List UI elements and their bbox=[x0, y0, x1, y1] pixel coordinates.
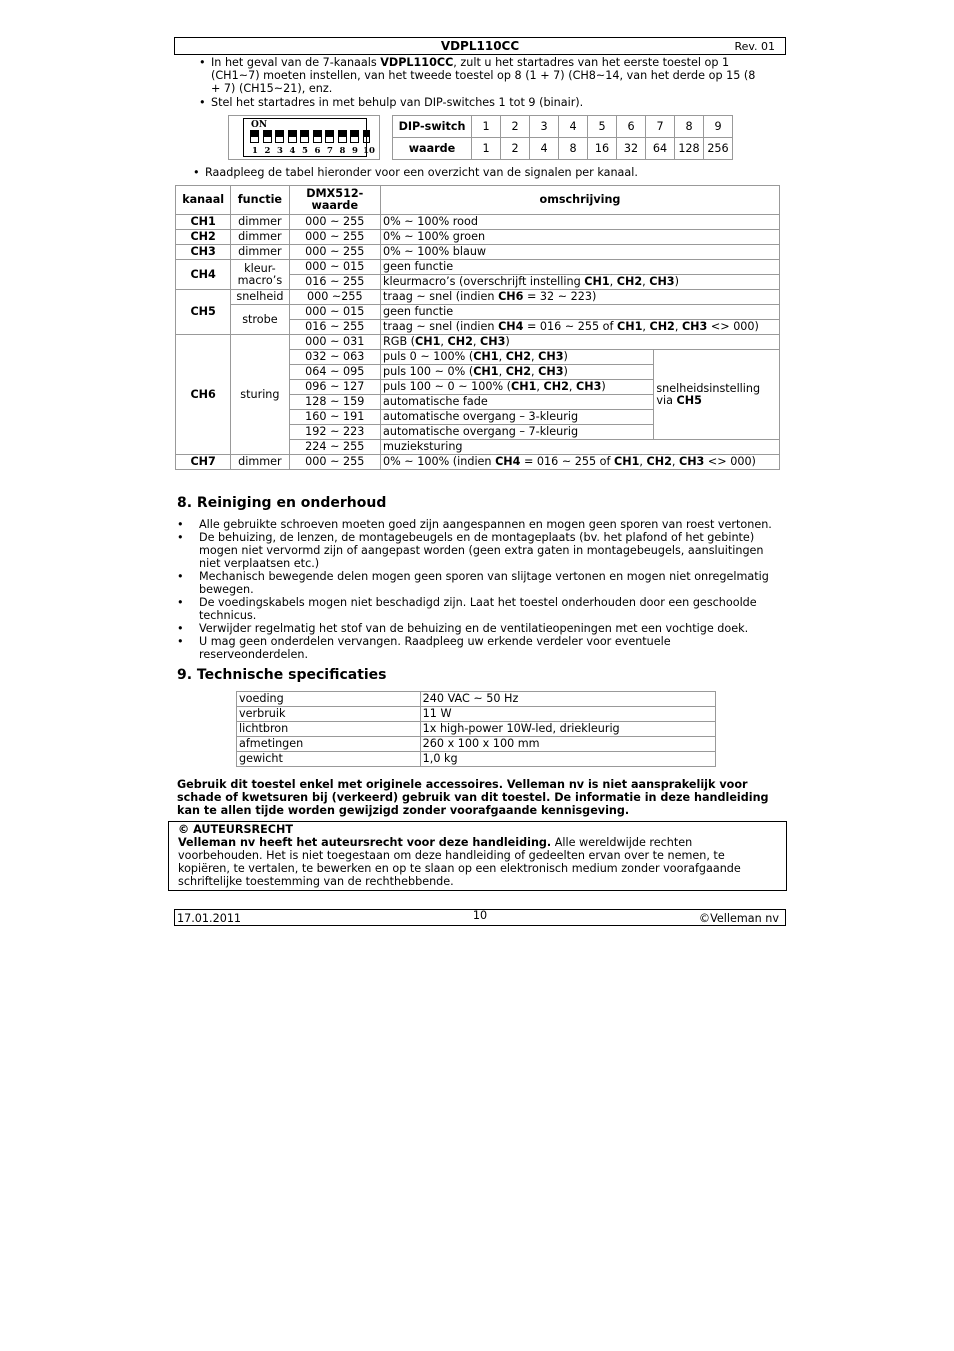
separator: , bbox=[498, 365, 506, 378]
description-cell bbox=[381, 275, 780, 290]
copyright-text: schriftelijke toestemming van de rechthebbende. bbox=[178, 875, 454, 888]
description-cell: 0% ~ 100% rood bbox=[381, 215, 780, 230]
copyright-title: © AUTEURSRECHT bbox=[178, 823, 293, 836]
table-cell: 2 bbox=[501, 138, 530, 160]
description-text: = 016 ~ 255 of bbox=[523, 320, 617, 333]
value-cell: 032 ~ 063 bbox=[289, 350, 380, 365]
channel-ref: CH4 bbox=[495, 455, 521, 468]
separator: , bbox=[536, 380, 544, 393]
spec-value: 11 W bbox=[420, 707, 715, 722]
dip-value-table bbox=[392, 115, 733, 160]
separator: , bbox=[639, 455, 647, 468]
channel-ref: CH2 bbox=[616, 275, 643, 288]
bullet-icon: • bbox=[193, 166, 200, 179]
spec-table bbox=[236, 691, 716, 767]
value-cell: 000 ~255 bbox=[289, 290, 380, 305]
description-cell bbox=[381, 380, 654, 395]
document-title: VDPL110CC bbox=[440, 39, 520, 53]
separator: , bbox=[498, 350, 506, 363]
description-text: <> 000) bbox=[707, 320, 759, 333]
channel-ref: CH3 bbox=[538, 350, 564, 363]
list-item-text: Mechanisch bewegende delen mogen geen sporen van slijtage vertonen en mogen niet onregelmatig bbox=[199, 570, 769, 583]
description-cell bbox=[381, 350, 654, 365]
warning-text: Gebruik dit toestel enkel met originele accessoires. Velleman nv is niet aansprakelijk voor bbox=[177, 778, 748, 791]
switch-icon bbox=[338, 130, 347, 143]
dip-switch-diagram bbox=[228, 115, 380, 160]
value-cell: 000 ~ 255 bbox=[289, 455, 380, 470]
channel-ref: CH2 bbox=[543, 380, 569, 393]
description-cell: muzieksturing bbox=[381, 440, 780, 455]
channel-ref: CH4 bbox=[498, 320, 524, 333]
table-cell: 1 bbox=[472, 116, 501, 138]
section-8-heading: 8. Reiniging en onderhoud bbox=[177, 495, 387, 511]
bullet-text: (CH1~7) moeten instellen, van het tweede toestel op 8 (1 + 7) (CH8~14, van het derde op 15 (8 bbox=[211, 69, 756, 82]
bullet-text: Raadpleeg de tabel hieronder voor een overzicht van de signalen per kanaal. bbox=[205, 166, 638, 179]
description-cell bbox=[381, 455, 780, 470]
table-cell: 8 bbox=[675, 116, 704, 138]
separator: ) bbox=[563, 350, 568, 363]
function-cell: dimmer bbox=[231, 455, 289, 470]
separator: ) bbox=[563, 365, 568, 378]
table-row bbox=[393, 138, 733, 160]
revision-label: Rev. 01 bbox=[734, 40, 775, 53]
table-row bbox=[176, 305, 780, 320]
on-label: ON bbox=[251, 120, 268, 130]
list-item-text: niet verplaatsen etc.) bbox=[199, 557, 320, 570]
column-header-functie: functie bbox=[231, 186, 289, 215]
spec-label: verbruik bbox=[237, 707, 421, 722]
table-header-cell: DIP-switch bbox=[393, 116, 472, 138]
list-item-text: De behuizing, de lenzen, de montagebeugels en de montageplaats (bv. het plafond of het gebinte) bbox=[199, 531, 755, 544]
switch-number: 2 bbox=[264, 146, 271, 156]
spec-value: 1,0 kg bbox=[420, 752, 715, 767]
description-text: puls 0 ~ 100% ( bbox=[383, 350, 474, 363]
description-text: 0% ~ 100% (indien bbox=[383, 455, 496, 468]
copyright-box bbox=[168, 821, 787, 891]
channel-ref: CH2 bbox=[505, 365, 532, 378]
copyright-text: Alle wereldwijde rechten bbox=[551, 836, 693, 849]
column-header-kanaal: kanaal bbox=[176, 186, 231, 215]
function-cell: sturing bbox=[231, 335, 289, 455]
switch-number: 6 bbox=[314, 146, 321, 156]
table-cell: 7 bbox=[646, 116, 675, 138]
speed-note-cell bbox=[654, 350, 780, 440]
separator: ) bbox=[505, 335, 510, 348]
page-number: 10 bbox=[472, 909, 488, 922]
switch-icon bbox=[300, 130, 309, 143]
list-item bbox=[177, 531, 782, 570]
channel-ref: CH6 bbox=[498, 290, 524, 303]
spec-value: 240 VAC ~ 50 Hz bbox=[420, 692, 715, 707]
description-text: puls 100 ~ 0 ~ 100% ( bbox=[383, 380, 512, 393]
table-cell: 1 bbox=[472, 138, 501, 160]
table-cell: 9 bbox=[704, 116, 733, 138]
table-row bbox=[176, 335, 780, 350]
channel-cell: CH4 bbox=[176, 260, 231, 290]
bullet-icon: • bbox=[199, 56, 206, 69]
description-cell bbox=[381, 335, 780, 350]
value-cell: 192 ~ 223 bbox=[289, 425, 380, 440]
channel-cell: CH2 bbox=[176, 230, 231, 245]
separator: , bbox=[674, 320, 682, 333]
channel-ref: CH5 bbox=[676, 393, 702, 407]
switch-number: 9 bbox=[352, 146, 358, 156]
table-cell: 128 bbox=[675, 138, 704, 160]
channel-ref: CH1 bbox=[415, 335, 441, 348]
copyright-bold-text: Velleman nv heeft het auteursrecht voor deze handleiding. bbox=[178, 836, 552, 849]
separator: , bbox=[440, 335, 448, 348]
value-cell: 016 ~ 255 bbox=[289, 320, 380, 335]
channel-ref: CH2 bbox=[649, 320, 675, 333]
switch-number: 10 bbox=[363, 146, 375, 156]
description-cell bbox=[381, 320, 780, 335]
table-cell: 6 bbox=[617, 116, 646, 138]
switch-number: 4 bbox=[289, 146, 296, 156]
switch-icon bbox=[325, 130, 334, 143]
switch-icon bbox=[350, 130, 359, 143]
channel-ref: CH2 bbox=[646, 455, 672, 468]
list-item bbox=[177, 622, 782, 635]
copyright-text: kopiëren, te vertalen, te bewerken en op te slaan op een elektronisch medium zonder voorafgaande bbox=[178, 862, 741, 875]
value-cell: 000 ~ 255 bbox=[289, 215, 380, 230]
table-row bbox=[176, 290, 780, 305]
separator: , bbox=[642, 320, 650, 333]
bullet-icon: • bbox=[199, 96, 206, 109]
switch-icon bbox=[363, 130, 370, 143]
table-cell: 5 bbox=[588, 116, 617, 138]
warning-text: kan te allen tijde worden gewijzigd zonder voorafgaande kennisgeving. bbox=[177, 804, 630, 817]
value-cell: 224 ~ 255 bbox=[289, 440, 380, 455]
channel-ref: CH1 bbox=[473, 350, 499, 363]
section-9-heading: 9. Technische specificaties bbox=[177, 667, 387, 683]
channel-ref: CH3 bbox=[649, 275, 675, 288]
table-cell: 64 bbox=[646, 138, 675, 160]
table-row bbox=[176, 215, 780, 230]
list-item-text: Alle gebruikte schroeven moeten goed zijn aangespannen en mogen geen sporen van roest vertonen. bbox=[199, 518, 772, 531]
page-footer bbox=[174, 909, 786, 926]
page-header bbox=[174, 37, 786, 55]
switch-icon bbox=[263, 130, 272, 143]
bullet-icon: • bbox=[177, 596, 184, 609]
table-cell: 32 bbox=[617, 138, 646, 160]
description-cell bbox=[381, 365, 654, 380]
channel-ref: CH1 bbox=[473, 365, 499, 378]
maintenance-list bbox=[177, 518, 782, 661]
bullet-icon: • bbox=[177, 531, 184, 544]
spec-value: 260 x 100 x 100 mm bbox=[420, 737, 715, 752]
function-cell: dimmer bbox=[231, 245, 289, 260]
bullet-text: Stel het startadres in met behulp van DIP-switches 1 tot 9 (binair). bbox=[211, 96, 584, 109]
spec-label: afmetingen bbox=[237, 737, 421, 752]
separator: , bbox=[531, 365, 539, 378]
footer-brand: ©Velleman nv bbox=[698, 912, 779, 925]
description-text: = 016 ~ 255 of bbox=[520, 455, 615, 468]
channel-ref: CH2 bbox=[447, 335, 473, 348]
table-row bbox=[393, 116, 733, 138]
value-cell: 096 ~ 127 bbox=[289, 380, 380, 395]
channel-ref: CH1 bbox=[614, 455, 640, 468]
table-row bbox=[237, 692, 716, 707]
table-cell: 4 bbox=[559, 116, 588, 138]
column-header-omschrijving: omschrijving bbox=[381, 186, 780, 215]
spec-label: voeding bbox=[237, 692, 421, 707]
channel-ref: CH3 bbox=[681, 320, 708, 333]
bullet-icon: • bbox=[177, 622, 184, 635]
table-cell: 3 bbox=[530, 116, 559, 138]
switch-icon bbox=[313, 130, 322, 143]
separator: , bbox=[531, 350, 539, 363]
separator: , bbox=[671, 455, 679, 468]
value-cell: 064 ~ 095 bbox=[289, 365, 380, 380]
separator: , bbox=[609, 275, 617, 288]
bullet-icon: • bbox=[177, 635, 184, 648]
separator: ) bbox=[601, 380, 606, 393]
bullet-text: + 7) (CH15~21), enz. bbox=[211, 82, 333, 95]
table-row bbox=[176, 245, 780, 260]
table-header-row bbox=[176, 186, 780, 215]
speed-note-text: via bbox=[656, 393, 677, 407]
table-cell: 256 bbox=[704, 138, 733, 160]
model-name: VDPL110CC bbox=[380, 56, 454, 69]
function-cell: kleur-macro’s bbox=[231, 260, 289, 290]
warning-notice bbox=[177, 778, 782, 817]
channel-cell: CH3 bbox=[176, 245, 231, 260]
switch-number: 7 bbox=[327, 146, 333, 156]
description-text: traag ~ snel (indien bbox=[383, 320, 499, 333]
switch-number: 3 bbox=[277, 146, 283, 156]
copyright-text: voorbehouden. Het is niet toegestaan om deze handleiding of gedeelten ervan over te nemen, te bbox=[178, 849, 725, 862]
list-item-text: bewegen. bbox=[199, 583, 254, 596]
channel-cell: CH7 bbox=[176, 455, 231, 470]
switch-number: 8 bbox=[339, 146, 346, 156]
function-cell: dimmer bbox=[231, 230, 289, 245]
description-text: RGB ( bbox=[383, 335, 416, 348]
list-item-text: technicus. bbox=[199, 609, 257, 622]
list-item bbox=[177, 518, 782, 531]
channel-ref: CH1 bbox=[584, 275, 610, 288]
description-cell: automatische overgang – 3-kleurig bbox=[381, 410, 654, 425]
switch-icon bbox=[275, 130, 284, 143]
switch-icon bbox=[288, 130, 297, 143]
table-row bbox=[176, 230, 780, 245]
description-text: traag ~ snel (indien bbox=[383, 290, 499, 303]
warning-text: schade of kwetsuren bij (verkeerd) gebruik van dit toestel. De informatie in deze handleiding bbox=[177, 791, 769, 804]
table-row bbox=[237, 752, 716, 767]
list-item-text: De voedingskabels mogen niet beschadigd zijn. Laat het toestel onderhouden door een geschoolde bbox=[199, 596, 757, 609]
separator: ) bbox=[674, 275, 679, 288]
table-row bbox=[237, 707, 716, 722]
channel-signal-table bbox=[175, 185, 780, 470]
bullet-icon: • bbox=[177, 518, 184, 531]
value-cell: 000 ~ 255 bbox=[289, 230, 380, 245]
channel-cell: CH5 bbox=[176, 290, 231, 335]
channel-ref: CH3 bbox=[538, 365, 564, 378]
separator: , bbox=[568, 380, 577, 393]
value-cell: 000 ~ 255 bbox=[289, 245, 380, 260]
value-cell: 128 ~ 159 bbox=[289, 395, 380, 410]
list-item-text: mogen niet vervormd zijn of aangepast worden (geen extra gaten in montagebeugels, aansluitingen bbox=[199, 544, 764, 557]
column-header-dmx: DMX512-waarde bbox=[289, 186, 380, 215]
bullet-icon: • bbox=[177, 570, 184, 583]
channel-ref: CH3 bbox=[480, 335, 506, 348]
table-row bbox=[176, 455, 780, 470]
list-item-text: U mag geen onderdelen vervangen. Raadpleeg uw erkende verdeler voor eventuele bbox=[199, 635, 671, 648]
channel-ref: CH2 bbox=[505, 350, 532, 363]
description-text: kleurmacro’s (overschrijft instelling bbox=[383, 275, 585, 288]
list-item bbox=[177, 635, 782, 661]
value-cell: 000 ~ 015 bbox=[289, 260, 380, 275]
spec-label: lichtbron bbox=[237, 722, 421, 737]
description-cell: 0% ~ 100% blauw bbox=[381, 245, 780, 260]
table-header-cell: waarde bbox=[393, 138, 472, 160]
function-cell: strobe bbox=[231, 305, 289, 335]
description-cell: geen functie bbox=[381, 305, 780, 320]
channel-ref: CH3 bbox=[576, 380, 602, 393]
switch-number: 5 bbox=[302, 146, 308, 156]
description-cell bbox=[381, 290, 780, 305]
list-item bbox=[177, 570, 782, 596]
channel-ref: CH3 bbox=[678, 455, 705, 468]
footer-date: 17.01.2011 bbox=[177, 912, 242, 925]
table-row bbox=[176, 260, 780, 275]
dip-switch-body bbox=[243, 118, 375, 157]
table-cell: 8 bbox=[559, 138, 588, 160]
description-text: = 32 ~ 223) bbox=[523, 290, 597, 303]
description-text: <> 000) bbox=[704, 455, 756, 468]
list-item bbox=[177, 596, 782, 622]
value-cell: 000 ~ 031 bbox=[289, 335, 380, 350]
channel-ref: CH1 bbox=[511, 380, 537, 393]
table-cell: 2 bbox=[501, 116, 530, 138]
switch-number: 1 bbox=[252, 146, 258, 156]
description-cell: automatische overgang – 7-kleurig bbox=[381, 425, 654, 440]
description-cell: automatische fade bbox=[381, 395, 654, 410]
channel-ref: CH1 bbox=[617, 320, 643, 333]
separator: , bbox=[472, 335, 481, 348]
table-row bbox=[237, 737, 716, 752]
function-cell: snelheid bbox=[231, 290, 289, 305]
description-cell: 0% ~ 100% groen bbox=[381, 230, 780, 245]
speed-note-text: snelheidsinstelling bbox=[656, 381, 761, 395]
separator: , bbox=[642, 275, 650, 288]
table-row bbox=[237, 722, 716, 737]
bullet-text: , zult u het startadres van het eerste toestel op 1 bbox=[453, 56, 730, 69]
list-item-text: Verwijder regelmatig het stof van de behuizing en de ventilatieopeningen met een vochtige doek. bbox=[199, 622, 749, 635]
switch-icon bbox=[250, 130, 259, 143]
table-cell: 4 bbox=[530, 138, 559, 160]
table-cell: 16 bbox=[588, 138, 617, 160]
value-cell: 000 ~ 015 bbox=[289, 305, 380, 320]
spec-label: gewicht bbox=[237, 752, 421, 767]
bullet-text: In het geval van de 7-kanaals bbox=[211, 56, 381, 69]
function-cell: dimmer bbox=[231, 215, 289, 230]
description-text: puls 100 ~ 0% ( bbox=[383, 365, 474, 378]
channel-cell: CH6 bbox=[176, 335, 231, 455]
channel-cell: CH1 bbox=[176, 215, 231, 230]
list-item-text: reserveonderdelen. bbox=[199, 648, 308, 661]
value-cell: 160 ~ 191 bbox=[289, 410, 380, 425]
value-cell: 016 ~ 255 bbox=[289, 275, 380, 290]
spec-value: 1x high-power 10W-led, driekleurig bbox=[420, 722, 715, 737]
description-cell: geen functie bbox=[381, 260, 780, 275]
